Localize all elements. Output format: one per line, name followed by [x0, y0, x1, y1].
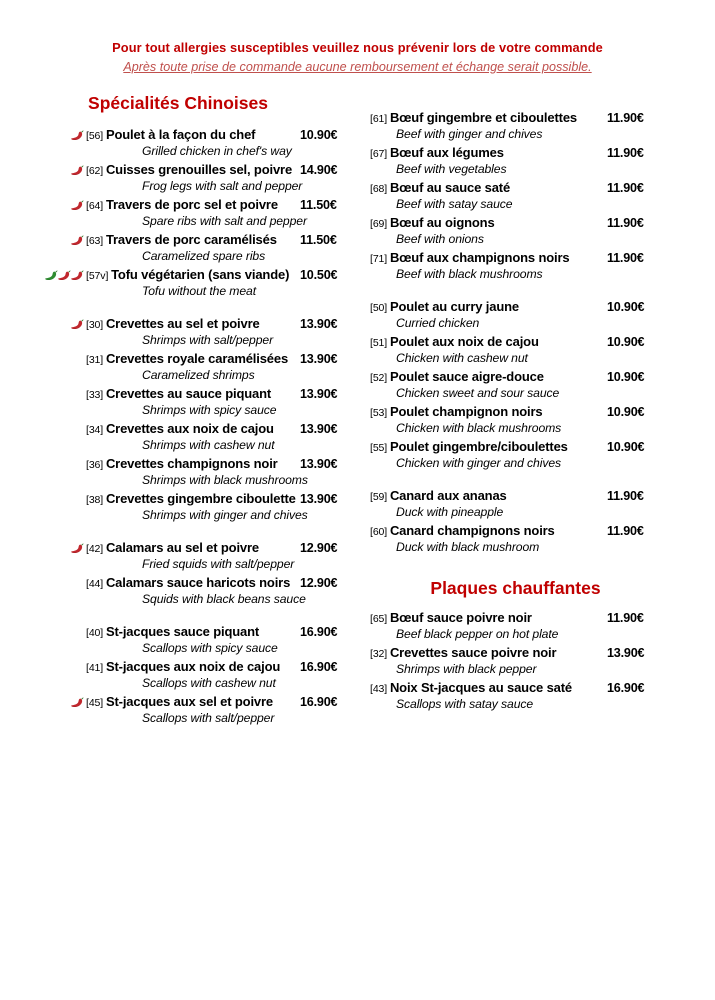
menu-item [30, 385, 360, 418]
menu-item-row [360, 249, 665, 267]
menu-item-number: [43] [370, 683, 390, 695]
menu-item-title: Crevettes au sauce piquant [105, 386, 272, 401]
menu-item-name-cell [30, 266, 300, 284]
menu-item-group [360, 298, 665, 471]
menu-item-title: Bœuf gingembre et ciboulettes [389, 110, 577, 125]
menu-item-description: Chicken with ginger and chives [396, 456, 562, 470]
menu-item-name-cell [360, 368, 607, 386]
menu-item-row [30, 623, 360, 641]
menu-item [360, 298, 665, 331]
menu-item-row [30, 574, 360, 592]
menu-item-title: Bœuf au sauce saté [389, 180, 511, 195]
menu-item [30, 693, 360, 726]
menu-item-row [30, 315, 360, 333]
menu-item-price: 11.90€ [607, 611, 644, 625]
menu-item-description: Grilled chicken in chef's way [142, 144, 292, 158]
menu-item-row [360, 368, 665, 386]
menu-item-title: Poulet à la façon du chef [105, 127, 256, 142]
menu-item-row [360, 522, 665, 540]
menu-item-price: 13.90€ [300, 457, 338, 471]
menu-item-description: Beef with onions [396, 232, 484, 246]
menu-item-name-cell [360, 333, 607, 351]
menu-item [360, 487, 665, 520]
menu-item-description: Duck with black mushroom [396, 540, 540, 554]
menu-item-price: 13.90€ [300, 352, 338, 366]
menu-column-left [30, 76, 360, 728]
menu-item-description: Beef with ginger and chives [396, 127, 543, 141]
menu-item-description: Shrimps with ginger and chives [142, 508, 308, 522]
menu-item-title: Bœuf aux champignons noirs [389, 250, 570, 265]
menu-item-description: Spare ribs with salt and pepper [142, 214, 307, 228]
section-title: Spécialités Chinoises [88, 93, 268, 113]
menu-item-price: 16.90€ [607, 681, 645, 695]
menu-item-name-cell [360, 214, 607, 232]
menu-item [360, 522, 665, 555]
menu-item-title: Poulet aux noix de cajou [389, 334, 539, 349]
menu-item-title: Bœuf sauce poivre noir [389, 610, 532, 625]
menu-item-title: Tofu végétarien (sans viande) [111, 267, 290, 282]
menu-item-group [360, 109, 665, 282]
menu-item-number: [64] [86, 200, 106, 212]
menu-item-price: 11.50€ [300, 198, 337, 212]
menu-item-price: 10.90€ [300, 128, 338, 142]
menu-item [30, 350, 360, 383]
menu-item-description: Scallops with satay sauce [396, 697, 534, 711]
menu-item-name-cell [30, 385, 300, 403]
menu-item-description: Scallops with salt/pepper [142, 711, 275, 725]
menu-item-number: [67] [370, 148, 390, 160]
menu-item-title: Calamars au sel et poivre [105, 540, 259, 555]
menu-item-group [30, 315, 360, 523]
menu-item-description: Shrimps with spicy sauce [142, 403, 277, 417]
menu-item-number: [38] [86, 494, 106, 506]
menu-item-title: Travers de porc caramélisés [105, 232, 277, 247]
menu-item-price: 13.90€ [300, 317, 338, 331]
menu-item-price: 10.90€ [607, 335, 645, 349]
allergy-notice-line-1: Pour tout allergies susceptibles veuillez nous prévenir lors de votre commande [112, 40, 603, 55]
menu-item-group [360, 609, 665, 712]
menu-item-description: Shrimps with black mushrooms [142, 473, 308, 487]
menu-item-number: [53] [370, 407, 390, 419]
menu-item-description: Duck with pineapple [396, 505, 504, 519]
menu-item-price: 11.90€ [607, 524, 644, 538]
menu-item-price: 11.90€ [607, 146, 644, 160]
menu-item-title: Crevettes sauce poivre noir [389, 645, 557, 660]
menu-item-name-cell [360, 438, 607, 456]
menu-item-price: 12.90€ [300, 576, 338, 590]
menu-item-title: Travers de porc sel et poivre [105, 197, 278, 212]
menu-item-row [30, 693, 360, 711]
menu-item-name-cell [30, 623, 300, 641]
menu-item-row [360, 679, 665, 697]
menu-item-number: [41] [86, 662, 106, 674]
section-title: Plaques chauffantes [430, 578, 601, 598]
menu-item-name-cell [360, 609, 607, 627]
menu-item-description: Tofu without the meat [142, 284, 256, 298]
menu-item [360, 109, 665, 142]
menu-item-row [30, 266, 360, 284]
menu-item-description: Chicken sweet and sour sauce [396, 386, 560, 400]
menu-item [30, 658, 360, 691]
menu-item-price: 10.90€ [607, 370, 645, 384]
menu-item-price: 16.90€ [300, 695, 338, 709]
menu-item-price: 11.90€ [607, 216, 644, 230]
menu-item-price: 12.90€ [300, 541, 338, 555]
menu-item-row [360, 179, 665, 197]
menu-item-number: [56] [86, 130, 106, 142]
menu-item-number: [69] [370, 218, 390, 230]
menu-item-name-cell [360, 144, 607, 162]
menu-item [30, 231, 360, 264]
menu-item-number: [52] [370, 372, 390, 384]
menu-column-right [360, 76, 665, 714]
menu-item-row [360, 487, 665, 505]
menu-item-description: Shrimps with salt/pepper [142, 333, 274, 347]
menu-item-title: Calamars sauce haricots noirs [105, 575, 291, 590]
menu-item-row [360, 609, 665, 627]
menu-item-name-cell [30, 693, 300, 711]
menu-item-description: Scallops with cashew nut [142, 676, 276, 690]
menu-item [30, 420, 360, 453]
menu-item-name-cell [360, 179, 607, 197]
menu-item-name-cell [30, 539, 300, 557]
menu-item [30, 161, 360, 194]
menu-item [360, 333, 665, 366]
menu-item-number: [30] [86, 319, 106, 331]
menu-item-number: [50] [370, 302, 390, 314]
menu-item [30, 196, 360, 229]
menu-item-description: Beef with satay sauce [396, 197, 513, 211]
menu-item-title: Poulet champignon noirs [389, 404, 543, 419]
menu-item-description: Beef with black mushrooms [396, 267, 543, 281]
menu-item-group [30, 126, 360, 299]
menu-item [30, 126, 360, 159]
menu-item-row [360, 644, 665, 662]
menu-item-title: Cuisses grenouilles sel, poivre [105, 162, 293, 177]
menu-item-price: 11.90€ [607, 181, 644, 195]
menu-item [360, 144, 665, 177]
menu-item-row [30, 126, 360, 144]
menu-item-title: Bœuf au oignons [389, 215, 495, 230]
menu-item-description: Fried squids with salt/pepper [142, 557, 295, 571]
menu-item-description: Beef with vegetables [396, 162, 507, 176]
menu-item-description: Chicken with cashew nut [396, 351, 528, 365]
menu-item-name-cell [30, 196, 300, 214]
menu-item-number: [42] [86, 543, 106, 555]
menu-item [360, 679, 665, 712]
menu-item-number: [32] [370, 648, 390, 660]
menu-item [30, 455, 360, 488]
menu-item-price: 10.50€ [300, 268, 338, 282]
menu-item-price: 13.90€ [300, 387, 338, 401]
menu-item-row [360, 298, 665, 316]
menu-item [30, 574, 360, 607]
menu-item-price: 10.90€ [607, 300, 645, 314]
menu-item-name-cell [360, 487, 607, 505]
menu-item-name-cell [360, 679, 607, 697]
menu-item-title: Crevettes gingembre ciboulette [105, 491, 296, 506]
menu-item [30, 315, 360, 348]
menu-item-price: 11.90€ [607, 251, 644, 265]
menu-item-number: [44] [86, 578, 106, 590]
menu-item-number: [51] [370, 337, 390, 349]
menu-item-number: [60] [370, 526, 390, 538]
menu-item-name-cell [30, 658, 300, 676]
menu-item-row [360, 109, 665, 127]
menu-item-name-cell [30, 315, 300, 333]
menu-item-row [360, 438, 665, 456]
menu-item-title: Canard champignons noirs [389, 523, 555, 538]
menu-item-row [30, 455, 360, 473]
menu-item-price: 13.90€ [300, 422, 338, 436]
menu-item-name-cell [360, 249, 607, 267]
menu-item-group [30, 539, 360, 607]
menu-item-row [360, 333, 665, 351]
menu-item-row [30, 539, 360, 557]
menu-item-row [30, 658, 360, 676]
menu-item-title: Crevettes aux noix de cajou [105, 421, 274, 436]
menu-item-number: [68] [370, 183, 390, 195]
menu-item-number: [65] [370, 613, 390, 625]
menu-item-row [30, 385, 360, 403]
menu-item-row [30, 161, 360, 179]
menu-item-row [30, 231, 360, 249]
menu-item-number: [33] [86, 389, 106, 401]
menu-item-name-cell [360, 298, 607, 316]
menu-item-row [30, 420, 360, 438]
menu-item-price: 13.90€ [607, 646, 645, 660]
menu-item-number: [62] [86, 165, 106, 177]
menu-item-description: Squids with black beans sauce [142, 592, 306, 606]
menu-item-price: 10.90€ [607, 440, 645, 454]
menu-item-title: St-jacques sauce piquant [105, 624, 260, 639]
menu-item [360, 403, 665, 436]
menu-item-title: St-jacques aux sel et poivre [105, 694, 273, 709]
menu-item-name-cell [30, 490, 300, 508]
menu-item-title: Poulet au curry jaune [389, 299, 519, 314]
menu-item [30, 266, 360, 299]
menu-item-description: Scallops with spicy sauce [142, 641, 278, 655]
menu-item-number: [57v] [86, 270, 112, 282]
menu-item [30, 490, 360, 523]
menu-item-name-cell [30, 231, 300, 249]
menu-item-number: [36] [86, 459, 106, 471]
menu-item [360, 179, 665, 212]
menu-item-number: [45] [86, 697, 106, 709]
menu-item-name-cell [30, 574, 300, 592]
menu-item-name-cell [360, 522, 607, 540]
menu-item [360, 438, 665, 471]
menu-item [360, 609, 665, 642]
menu-item-row [360, 403, 665, 421]
menu-item-description: Frog legs with salt and pepper [142, 179, 303, 193]
menu-item-name-cell [30, 126, 300, 144]
menu-item-row [30, 350, 360, 368]
menu-item-name-cell [30, 455, 300, 473]
menu-item-number: [40] [86, 627, 106, 639]
menu-item-number: [34] [86, 424, 106, 436]
allergy-notice [0, 0, 715, 76]
menu-item-price: 10.90€ [607, 405, 645, 419]
menu-item-title: Canard aux ananas [389, 488, 507, 503]
menu-item-group [30, 623, 360, 726]
menu-item-number: [71] [370, 253, 390, 265]
menu-item-number: [61] [370, 113, 390, 125]
menu-item-title: St-jacques aux noix de cajou [105, 659, 281, 674]
menu-item-row [360, 214, 665, 232]
menu-item-price: 11.50€ [300, 233, 337, 247]
menu-item [360, 368, 665, 401]
menu-item-price: 11.90€ [607, 111, 644, 125]
menu-item-price: 16.90€ [300, 660, 338, 674]
menu-item-name-cell [30, 161, 300, 179]
menu-item-number: [55] [370, 442, 390, 454]
menu-item-number: [59] [370, 491, 390, 503]
menu-item-description: Beef black pepper on hot plate [396, 627, 559, 641]
menu-item-description: Caramelized spare ribs [142, 249, 266, 263]
menu-item [30, 623, 360, 656]
menu-item-title: Poulet gingembre/ciboulettes [389, 439, 568, 454]
menu-item-description: Chicken with black mushrooms [396, 421, 562, 435]
menu-item-title: Noix St-jacques au sauce saté [389, 680, 572, 695]
menu-item-title: Crevettes au sel et poivre [105, 316, 260, 331]
menu-item-number: [63] [86, 235, 106, 247]
menu-item-price: 11.90€ [607, 489, 644, 503]
menu-item [360, 644, 665, 677]
menu-item-name-cell [30, 350, 300, 368]
menu-item [360, 214, 665, 247]
menu-item-name-cell [360, 644, 607, 662]
menu-item-description: Shrimps with black pepper [396, 662, 537, 676]
menu-item-price: 14.90€ [300, 163, 338, 177]
allergy-notice-line-2: Après toute prise de commande aucune remboursement et échange serait possible. [123, 60, 592, 74]
menu-item-description: Curried chicken [396, 316, 480, 330]
menu-columns [0, 76, 715, 728]
menu-item-group [360, 487, 665, 555]
menu-item-name-cell [360, 403, 607, 421]
menu-item-price: 13.90€ [300, 492, 338, 506]
menu-item-row [30, 490, 360, 508]
menu-item-title: Poulet sauce aigre-douce [389, 369, 544, 384]
menu-item-description: Shrimps with cashew nut [142, 438, 275, 452]
menu-item [360, 249, 665, 282]
menu-item-row [30, 196, 360, 214]
menu-item-name-cell [360, 109, 607, 127]
menu-item-title: Crevettes royale caramélisées [105, 351, 289, 366]
menu-item-name-cell [30, 420, 300, 438]
menu-item-row [360, 144, 665, 162]
menu-item-price: 16.90€ [300, 625, 338, 639]
menu-item-title: Crevettes champignons noir [105, 456, 278, 471]
menu-item [30, 539, 360, 572]
menu-item-description: Caramelized shrimps [142, 368, 255, 382]
menu-item-number: [31] [86, 354, 106, 366]
menu-item-title: Bœuf aux légumes [389, 145, 504, 160]
